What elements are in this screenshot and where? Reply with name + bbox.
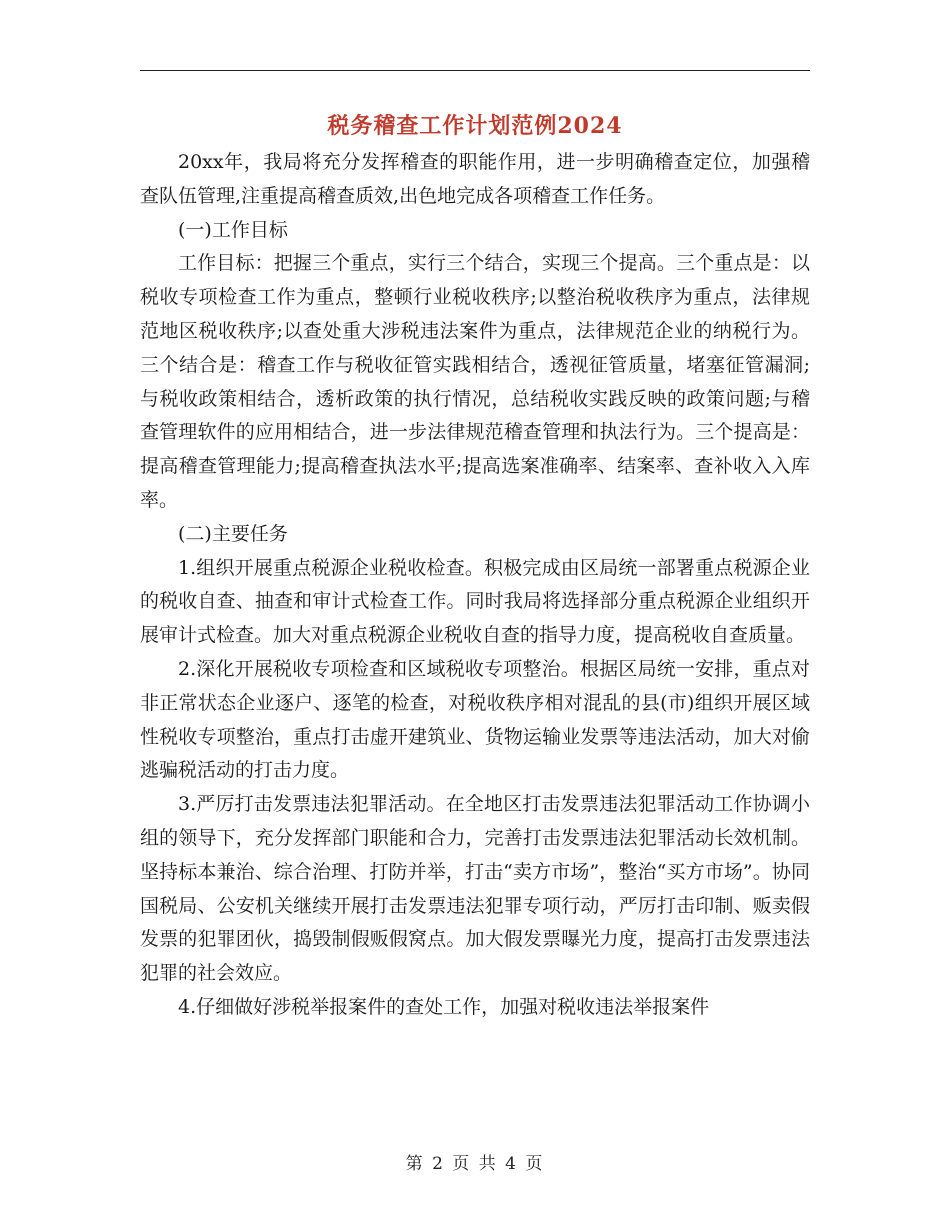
section-heading-goals: (一)工作目标	[178, 218, 288, 241]
paragraph-intro: 20xx年，我局将充分发挥稽查的职能作用，进一步明确稽查定位，加强稽查队伍管理,注重提高稽查质效,出色地完成各项稽查工作任务。	[140, 151, 810, 207]
paragraph-task-2: 2.深化开展税收专项检查和区域税收专项整治。根据区局统一安排，重点对非正常状态企业逐户、逐笔的检查，对税收秩序相对混乱的县(市)组织开展区域性税收专项整治，重点打击虚开建筑业、货物运输业发票等违法活动，加大对偷逃骗税活动的打击力度。	[140, 657, 810, 782]
paragraph-task-4: 4.仔细做好涉税举报案件的查处工作，加强对税收违法举报案件	[178, 995, 710, 1018]
paragraph-task-3: 3.严厉打击发票违法犯罪活动。在全地区打击发票违法犯罪活动工作协调小组的领导下，充分发挥部门职能和合力，完善打击发票违法犯罪活动长效机制。坚持标本兼治、综合治理、打防并举，打击“卖方市场”，整治“买方市场”。协同国税局、公安机关继续开展打击发票违法犯罪专项行动，严厉打击印制、贩卖假发票的犯罪团伙，捣毁制假贩假窝点。加大假发票曝光力度，提高打击发票违法犯罪的社会效应。	[140, 793, 810, 985]
paragraph-task-1: 1.组织开展重点税源企业税收检查。积极完成由区局统一部署重点税源企业的税收自查、抽查和审计式检查工作。同时我局将选择部分重点税源企业组织开展审计式检查。加大对重点税源企业税收自查的指导力度，提高税收自查质量。	[140, 556, 810, 647]
page-number-footer: 第 2 页 共 4 页	[405, 1154, 545, 1174]
document-title: 税务稽查工作计划范例2024	[327, 113, 623, 139]
paragraph-goals: 工作目标：把握三个重点，实行三个结合，实现三个提高。三个重点是：以税收专项检查工作为重点，整顿行业税收秩序;以整治税收秩序为重点，法律规范地区税收秩序;以查处重大涉税违法案件为重点，法律规范企业的纳税行为。三个结合是：稽查工作与税收征管实践相结合，透视征管质量，堵塞征管漏洞;与税收政策相结合，透析政策的执行情况，总结税收实践反映的政策问题;与稽查管理软件的应用相结合，进一步法律规范稽查管理和执法行为。三个提高是：提高稽查管理能力;提高稽查执法水平;提高选案准确率、结案率、查补收入入库率。	[140, 252, 810, 511]
document-body	[140, 146, 810, 1025]
section-heading-tasks: (二)主要任务	[178, 522, 288, 545]
header-rule	[140, 70, 810, 71]
